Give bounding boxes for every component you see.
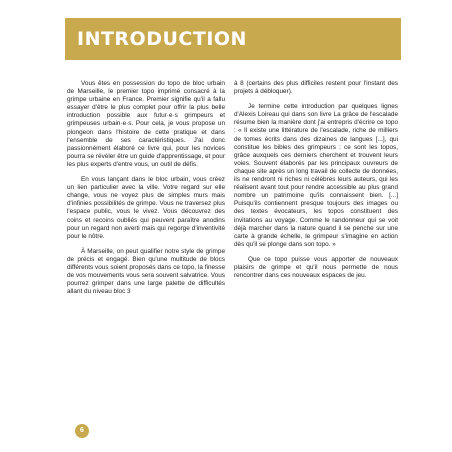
page-number: 6 — [75, 424, 89, 438]
page-title: INTRODUCTION — [77, 28, 247, 50]
header-band — [65, 18, 401, 60]
paragraph: Que ce topo puisse vous apporter de nouveaux plaisirs de grimpe et qu'il nous permette de nous rencontrer dans ces nouveaux espaces de jeu. — [234, 255, 398, 280]
left-column — [67, 80, 225, 303]
right-column — [234, 80, 398, 287]
paragraph: Vous êtes en possession du topo de bloc urbain de Marseille, le premier topo imprimé consacré à la grimpe urbaine en France. Premier signifie qu'il a fallu essayer d'être le plus complet pour offrir la plus belle introduction possible aux futur·e·s grimpeurs et grimpeuses urbain·e·s. Pour cela, je vous propose un plongeon dans l'histoire de cette pratique et dans l'ensemble de ses caractéristiques. J'ai donc passionnément élaboré ce livre qui, pour les novices pourra se révéler être un guide d'apprentissage, et pour les plus experts d'entre vous, un outil de défis. — [67, 80, 225, 168]
paragraph: Je termine cette introduction par quelques lignes d'Alexis Loireau qui dans son livre La grâce de l'escalade résume bien la manière dont j'ai entrepris d'écrire ce topo : « Il existe une littérature de l'escalade, riche de milliers de tomes écrits dans des dizaines de langues [...], qui constitue les bibles des grimpeurs : ce sont les topos, grâce auxquels ces derniers cherchent et trouvent leurs voies. Souvent élaborés par les principaux ouvreurs de chaque site après un long travail de collecte de données, ils ne rendront ni riches ni célèbres leurs auteurs, qui les réalisent avant tout pour rendre accessible au plus grand nombre un patrimoine qu'ils connaissent bien. [...] Puisqu'ils contiennent presque toujours des images ou des textes évocateurs, les topos constituent des invitations au voyage. Comme le randonneur qui se voit déjà marcher dans la nature quand il se penche sur une carte à grande échelle, le grimpeur s'imagine en action dès qu'il se plonge dans son topo. » — [234, 103, 398, 248]
paragraph: En vous lançant dans le bloc urbain, vous créez un lien particulier avec la ville. Votre regard sur elle change, vous ne voyez plus de simples murs mais d'infinies possibilités de grimpe. Vous ne traversez plus l'espace public, vous le vivez. Vous découvrez des coins et recoins oubliés qui peuvent paraître anodins pour un regard non averti mais qui regorge d'inventivité pour le nôtre. — [67, 176, 225, 240]
paragraph: À Marseille, on peut qualifier notre style de grimpe de précis et engagé. Bien qu'une multitude de blocs différents vous soient proposés dans ce topo, la finesse de vos mouvements vous sera souvent salvatrice. Vous pourrez grimper dans une large palette de difficultés allant du niveau bloc 3 — [67, 247, 225, 296]
paragraph-continuation: à 8 (certains des plus difficiles restent pour l'instant des projets à débloquer). — [234, 80, 398, 96]
